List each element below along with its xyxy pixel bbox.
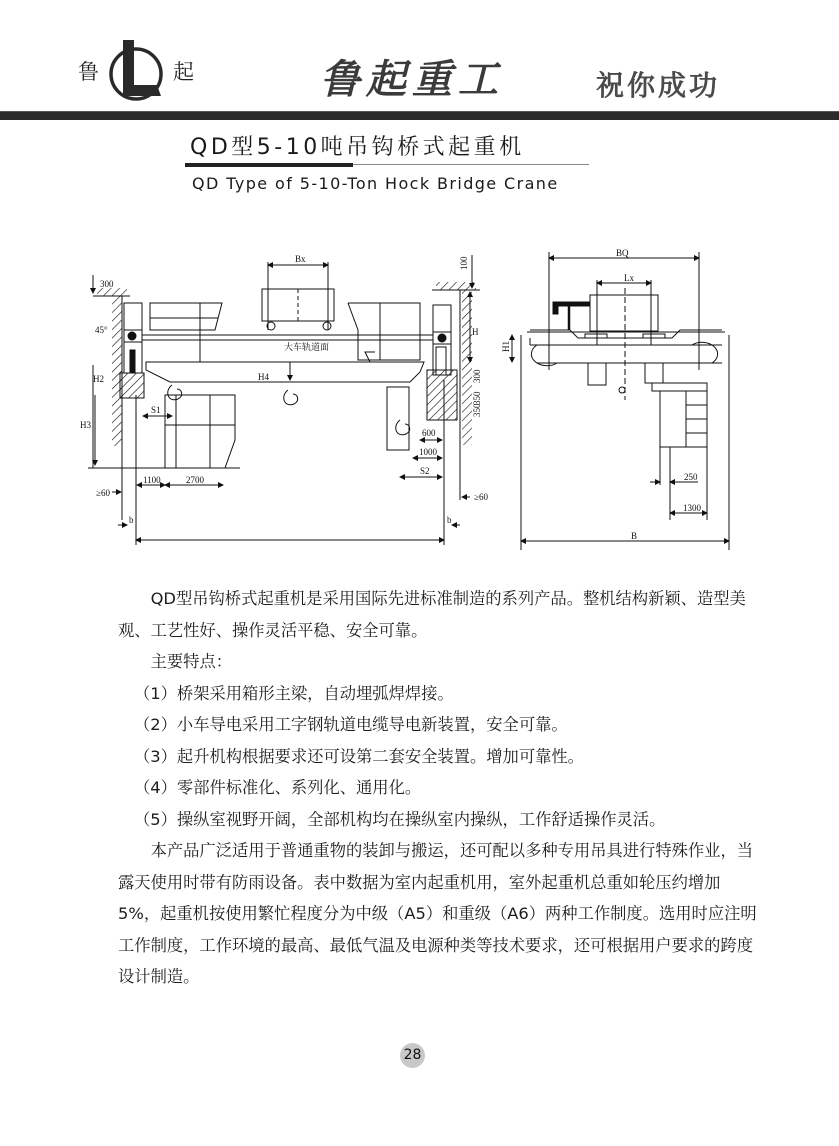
svg-text:2700: 2700	[186, 475, 204, 485]
feature-item: （3）起升机构根据要求还可设第二套安全装置。增加可靠性。	[134, 746, 584, 766]
crane-dimension-diagram	[80, 245, 760, 560]
logo-right-char: 起	[173, 60, 194, 84]
title-underline-thin	[353, 164, 589, 165]
svg-text:45°: 45°	[95, 325, 108, 335]
page-header	[0, 0, 839, 120]
svg-text:b: b	[447, 515, 452, 525]
feature-item: （2）小车导电采用工字钢轨道电缆导电新装置，安全可靠。	[134, 715, 568, 734]
svg-text:b: b	[129, 515, 134, 525]
page-subtitle-en: QD Type of 5-10-Ton Hock Bridge Crane	[192, 174, 559, 193]
features-heading: 主要特点：	[150, 652, 233, 671]
svg-text:600: 600	[422, 428, 436, 438]
title-underline	[185, 163, 353, 167]
svg-text:Lx: Lx	[624, 273, 634, 283]
svg-text:H2: H2	[93, 374, 104, 384]
svg-text:300: 300	[472, 369, 482, 383]
svg-text:250: 250	[684, 472, 698, 482]
svg-text:1100: 1100	[143, 475, 161, 485]
svg-text:300: 300	[100, 279, 114, 289]
company-logo	[78, 36, 194, 106]
svg-text:BQ: BQ	[616, 248, 629, 258]
closing-paragraph: 本产品广泛适用于普通重物的装卸与搬运，还可配以多种专用吊具进行特殊作业，当露天使用时带有防雨设备。表中数据为室内起重机用，室外起重机总重如轮压约增加5%，起重机按使用繁忙程度分为中级（A5）和重级（A6）两种工作制度。选用时应注明工作制度，工作环境的最高、最低气温及电源种类等技术要求，还可根据用户要求的跨度设计制造。	[118, 841, 757, 986]
logo-left-char: 鲁	[78, 60, 99, 84]
front-view	[88, 255, 480, 545]
product-description	[118, 583, 758, 993]
svg-text:H1: H1	[501, 341, 511, 352]
svg-text:H: H	[472, 327, 479, 337]
svg-text:S1: S1	[151, 405, 161, 415]
svg-text:大车轨道面: 大车轨道面	[284, 342, 330, 352]
side-view-labels	[501, 248, 702, 541]
page-number: 28	[400, 1043, 425, 1068]
svg-text:≥60: ≥60	[96, 488, 110, 498]
brand-name: 鲁起重工	[320, 56, 504, 103]
svg-text:≥60: ≥60	[474, 492, 488, 502]
svg-text:350: 350	[472, 391, 482, 405]
header-divider-bar	[0, 111, 839, 120]
page-title: QD型5-10吨吊钩桥式起重机	[190, 135, 525, 160]
svg-text:Bx: Bx	[295, 254, 306, 264]
svg-text:1300: 1300	[683, 503, 701, 513]
svg-text:100: 100	[459, 256, 469, 270]
svg-text:S2: S2	[420, 466, 430, 476]
slogan: 祝你成功	[596, 69, 721, 102]
svg-text:H4: H4	[258, 372, 269, 382]
intro-paragraph: QD型吊钩桥式起重机是采用国际先进标准制造的系列产品。整机结构新颖、造型美观、工艺性好、操作灵活平稳、安全可靠。	[118, 589, 746, 640]
feature-item: （4）零部件标准化、系列化、通用化。	[134, 778, 422, 797]
svg-text:1000: 1000	[419, 447, 437, 457]
svg-text:H3: H3	[80, 420, 91, 430]
svg-text:B: B	[631, 531, 638, 541]
feature-item: （5）操纵室视野开阔，全部机构均在操纵室内操纵，工作舒适操作灵活。	[134, 809, 666, 829]
feature-item: （1）桥架采用箱形主梁，自动埋弧焊焊接。	[134, 683, 454, 703]
l-circle-logo-icon	[107, 38, 165, 104]
svg-text:350: 350	[472, 403, 482, 417]
